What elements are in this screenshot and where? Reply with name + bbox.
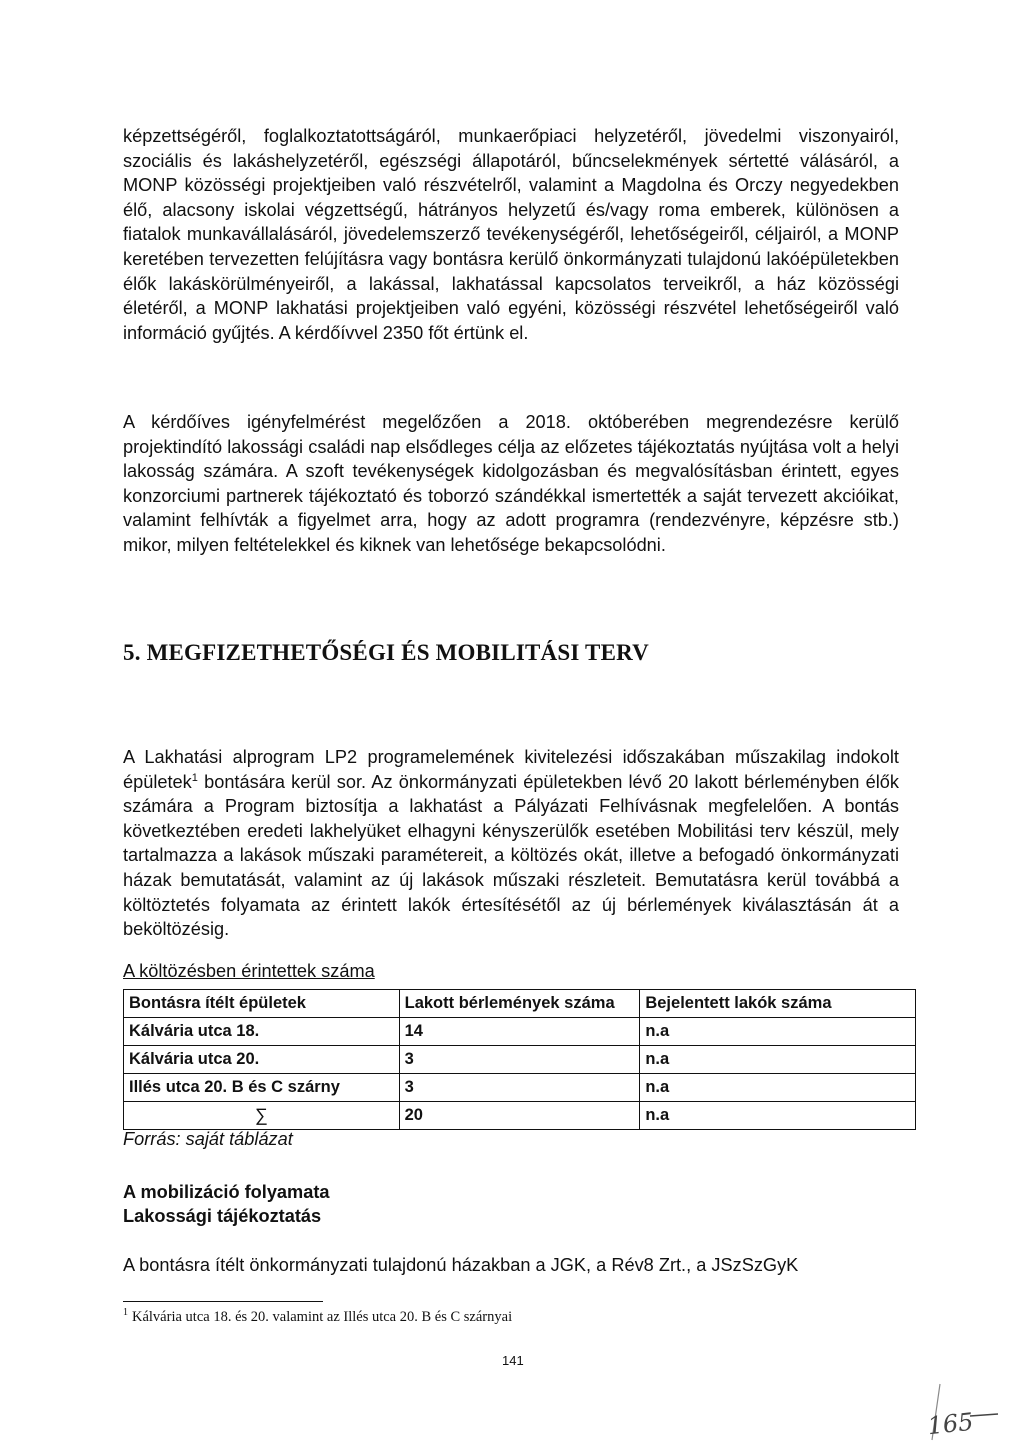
- table-cell: Illés utca 20. B és C szárny: [124, 1074, 400, 1102]
- handwritten-page-stamp: [910, 1378, 1020, 1448]
- table-source: Forrás: saját táblázat: [123, 1129, 293, 1149]
- sum-symbol-cell: ∑: [124, 1102, 400, 1130]
- footnote-mark: 1: [123, 1307, 128, 1319]
- table-row: [124, 1018, 916, 1046]
- table-cell: 3: [399, 1046, 640, 1074]
- paragraph-housing-subprogram: [123, 745, 899, 942]
- paragraph-family-day: A kérdőíves igényfelmérést megelőzően a 2018. októberében megrendezésre kerülő projektindító lakossági családi nap elsődleges célja az előzetes tájékoztatás nyújtása volt a helyi lakosság számára. A szoft tevékenységek kidolgozásban és megvalósításban érintett, egyes konzorciumi partnerek tájékoztató és toborzó szándékkal ismertették a saját tervezett akcióikat, valamint felhívták a figyelmet arra, hogy az adott programra (rendezvényre, képzésre stb.) mikor, milyen feltételekkel és kiknek van lehetősége bekapcsolódni.: [123, 412, 899, 555]
- footnote: [123, 1309, 512, 1326]
- table-cell: 20: [399, 1102, 640, 1130]
- paragraph-survey-topics: képzettségéről, foglalkoztatottságáról, munkaerőpiaci helyzetéről, jövedelmi viszonyairól, szociális és lakáshelyzetéről, egészségi állapotáról, bűncselekmények sértetté válásáról, a MONP közösségi projektjeiben való részvételről, valamint a Magdolna és Orczy negyedekben élő, alacsony iskolai végzettségű, hátrányos helyzetű és/vagy roma emberek, különösen a fiatalok munkavállalásáról, jövedelemszerző tevékenységéről, lehetőségeiről, céljairól, a MONP keretében tervezetten felújításra vagy bontásra kerülő önkormányzati tulajdonú lakóépületekben élők lakáskörülményeiről, a lakással, lakhatással kapcsolatos terveikről, a ház közösségi életéről, a MONP lakhatási projektjeiben való egyéni, közösségi részvétel lehetőségeiről való információ gyűjtés. A kérdőívvel 2350 főt értünk el.: [123, 126, 899, 343]
- table-cell: n.a: [640, 1046, 916, 1074]
- relocation-table: [123, 989, 916, 1130]
- table-total-row: [124, 1102, 916, 1130]
- table-row: [124, 1074, 916, 1102]
- table-cell: 3: [399, 1074, 640, 1102]
- table-cell: n.a: [640, 1018, 916, 1046]
- paragraph-demolition-houses: A bontásra ítélt önkormányzati tulajdonú házakban a JGK, a Rév8 Zrt., a JSzSzGyK: [123, 1255, 799, 1275]
- header-cell-buildings: Bontásra ítélt épületek: [124, 990, 400, 1018]
- footnote-text: Kálvária utca 18. és 20. valamint az Illés utca 20. B és C szárnyai: [132, 1309, 513, 1325]
- table-header-row: [124, 990, 916, 1018]
- header-cell-registered-residents: Bejelentett lakók száma: [640, 990, 916, 1018]
- header-cell-occupied-units: Lakott bérlemények száma: [399, 990, 640, 1018]
- section-heading: 5. MEGFIZETHETŐSÉGI ÉS MOBILITÁSI TERV: [123, 640, 649, 665]
- paragraph-text-after-footnote: bontására kerül sor. Az önkormányzati épületekben lévő 20 lakott bérleményben élők számára a Program biztosítja a lakhatást a Pályázati Felhívásnak megfelelően. A bontás következtében eredeti lakhelyüket elhagyni kényszerülők esetében Mobilitási terv készül, mely tartalmazza a lakások műszaki paramétereit, a költözés okát, illetve a befogadó önkormányzati házak bemutatását, valamint az új lakások műszaki részleteit. Bemutatásra kerül továbbá a költöztetés folyamata az érintett lakók értesítésétől az új bérlemények kiválasztásán át a beköltözésig.: [123, 771, 899, 940]
- subheading-mobilization-process: A mobilizáció folyamata: [123, 1182, 330, 1202]
- table-cell: n.a: [640, 1074, 916, 1102]
- svg-text:165: 165: [926, 1407, 975, 1441]
- table-cell: 14: [399, 1018, 640, 1046]
- subheading-resident-information: Lakossági tájékoztatás: [123, 1206, 322, 1226]
- footnote-divider: [123, 1301, 323, 1302]
- page-number: 141: [502, 1353, 524, 1368]
- table-row: [124, 1046, 916, 1074]
- paragraph-text-before-footnote: A Lakhatási alprogram LP2 programelemének kivitelezési időszakában műszakilag indokolt épületek: [123, 747, 899, 792]
- table-cell: n.a: [640, 1102, 916, 1130]
- table-caption: A költözésben érintettek száma: [123, 961, 375, 981]
- table-cell: Kálvária utca 20.: [124, 1046, 400, 1074]
- table-cell: Kálvária utca 18.: [124, 1018, 400, 1046]
- footnote-reference: 1: [191, 771, 198, 784]
